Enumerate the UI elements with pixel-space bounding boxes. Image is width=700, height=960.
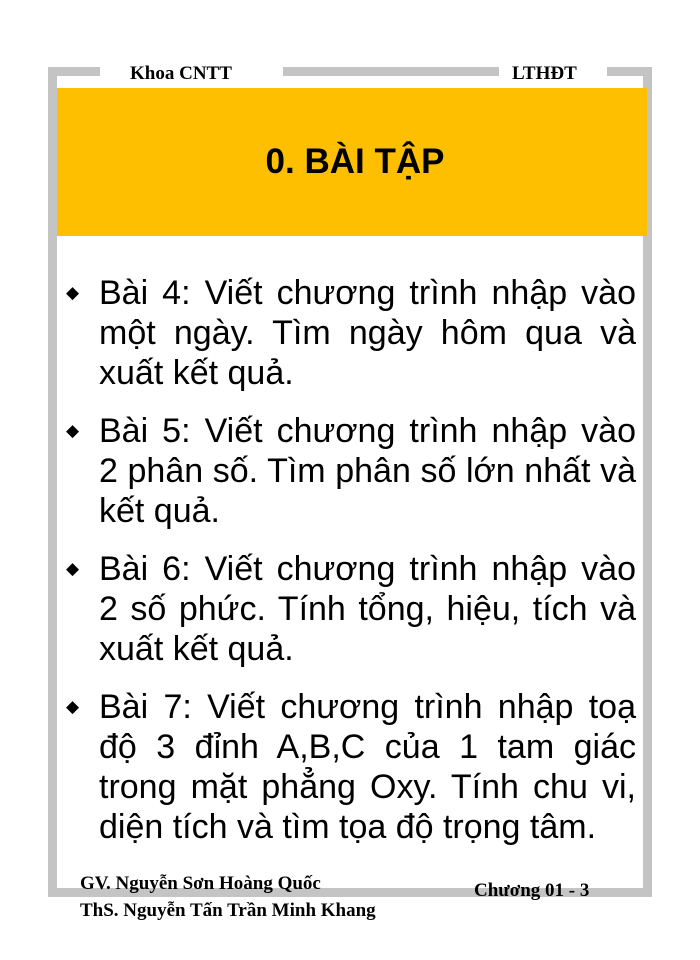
- diamond-bullet-icon: ◆: [66, 421, 80, 441]
- diamond-bullet-icon: ◆: [66, 697, 80, 717]
- slide-title: 0. BÀI TẬP: [265, 142, 445, 181]
- diamond-bullet-icon: ◆: [66, 283, 80, 303]
- footer-authors: [80, 870, 376, 924]
- exercise-item: [62, 549, 636, 669]
- exercise-list: [62, 273, 636, 865]
- exercise-text: Bài 6: Viết chương trình nhập vào 2 số phức. Tính tổng, hiệu, tích và xuất kết quả.: [99, 550, 636, 668]
- footer-page-number: Chương 01 - 3: [474, 880, 590, 901]
- exercise-item: [62, 411, 636, 531]
- exercise-text: Bài 4: Viết chương trình nhập vào một ngày. Tìm ngày hôm qua và xuất kết quả.: [99, 274, 636, 392]
- exercise-text: Bài 5: Viết chương trình nhập vào 2 phân số. Tìm phân số lớn nhất và kết quả.: [99, 412, 636, 530]
- exercise-item: [62, 687, 636, 847]
- frame-top-middle: [283, 67, 499, 76]
- header-department: Khoa CNTT: [130, 63, 232, 84]
- title-banner: [57, 88, 647, 236]
- diamond-bullet-icon: ◆: [66, 559, 80, 579]
- footer-author-line: GV. Nguyễn Sơn Hoàng Quốc: [80, 873, 321, 894]
- exercise-text: Bài 7: Viết chương trình nhập toạ độ 3 đỉnh A,B,C của 1 tam giác trong mặt phẳng Oxy. Tính chu vi, diện tích và tìm tọa độ trọng tâm.: [99, 688, 636, 846]
- footer-author-line: ThS. Nguyễn Tấn Trần Minh Khang: [80, 900, 376, 921]
- header-course: LTHĐT: [512, 63, 577, 84]
- exercise-item: [62, 273, 636, 393]
- frame-left: [48, 67, 57, 897]
